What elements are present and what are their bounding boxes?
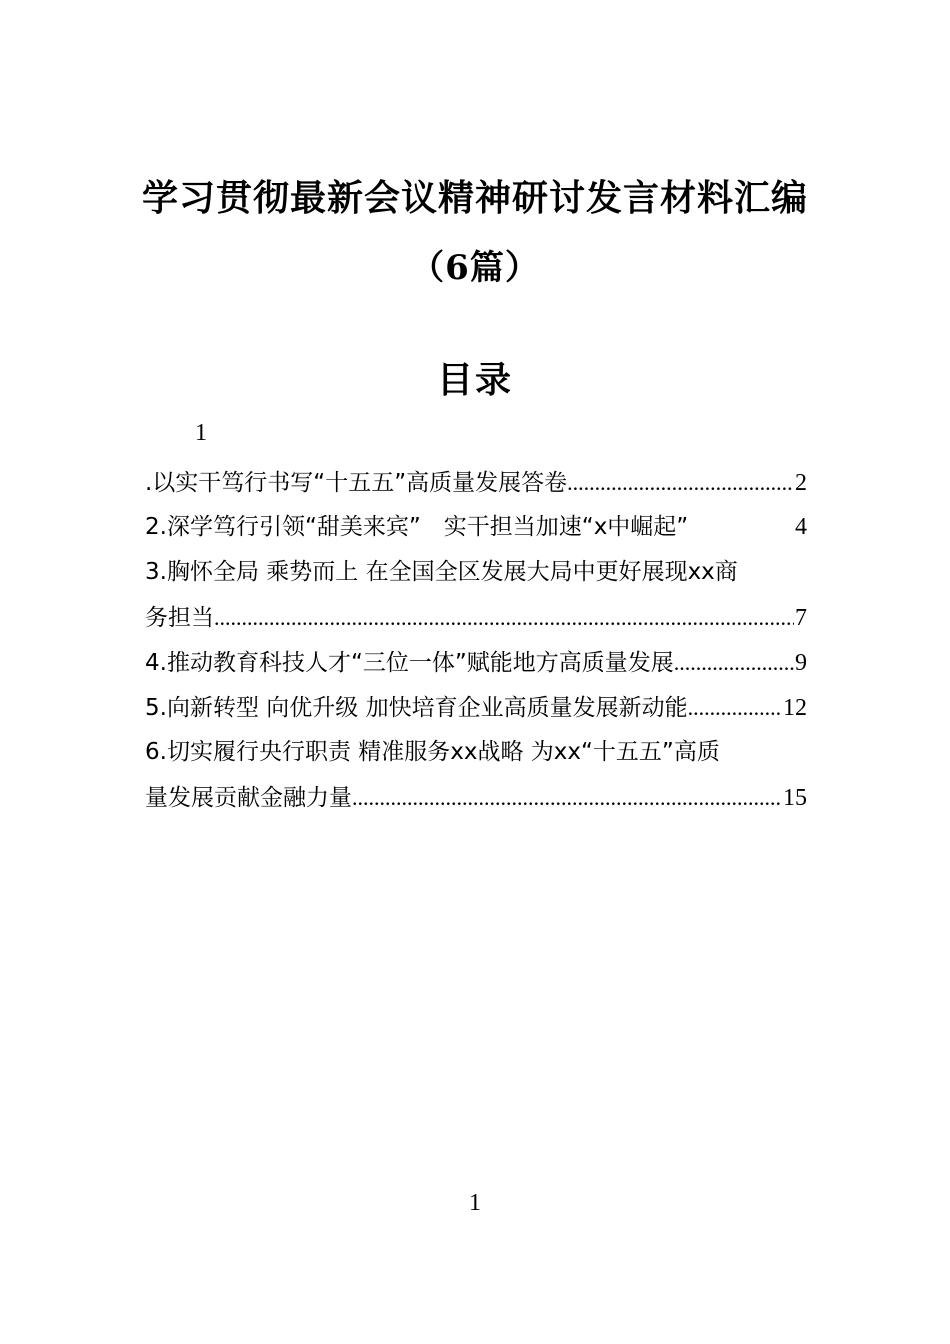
toc-heading: 目录 (436, 359, 513, 401)
toc-entry-1[interactable] (145, 460, 807, 505)
toc-entry-2[interactable] (145, 505, 807, 550)
page-number: 1 (469, 1190, 481, 1216)
table-of-contents (145, 460, 807, 820)
toc-entry-5[interactable] (145, 685, 807, 730)
toc-entry-page: 4 (795, 514, 807, 540)
toc-entry-page: 2 (795, 470, 807, 496)
toc-entry-text: 3.胸怀全局 乘势而上 在全国全区发展大局中更好展现xx商 (145, 559, 738, 585)
toc-entry-page: 12 (783, 695, 807, 721)
toc-entry-6-line-1[interactable] (145, 730, 807, 775)
toc-entry-page: 15 (783, 785, 807, 811)
toc-leader-dots (674, 640, 794, 685)
toc-entry-3-line-2[interactable] (145, 595, 807, 640)
toc-leader-dots (688, 685, 782, 730)
toc-leader-dots (214, 595, 794, 640)
document-title: 学习贯彻最新会议精神研讨发言材料汇编 (141, 177, 808, 219)
toc-entry-page: 7 (795, 605, 807, 631)
toc-leader-dots (352, 775, 782, 820)
toc-entry-3-line-1[interactable] (145, 550, 807, 595)
toc-entry-text: .以实干笃行书写“十五五”高质量发展答卷 (145, 470, 568, 496)
toc-entry-text: 6.切实履行央行职责 精准服务xx战略 为xx“十五五”高质 (145, 739, 720, 765)
toc-entry-text: 5.向新转型 向优升级 加快培育企业高质量发展新动能 (145, 695, 688, 721)
toc-entry-4[interactable] (145, 640, 807, 685)
toc-entry-text: 务担当 (145, 605, 214, 631)
toc-entry-text: 量发展贡献金融力量 (145, 785, 352, 811)
toc-entry-6-line-2[interactable] (145, 775, 807, 820)
toc-entry-page: 9 (795, 650, 807, 676)
document-subtitle: （6篇） (410, 248, 540, 288)
toc-entry-text: 2.深学笃行引领“甜美来宾” 实干担当加速“x中崛起” (145, 514, 689, 540)
toc-entry-text: 4.推动教育科技人才“三位一体”赋能地方高质量发展 (145, 650, 674, 676)
toc-start-number: 1 (195, 420, 207, 446)
toc-leader-dots (567, 460, 794, 505)
